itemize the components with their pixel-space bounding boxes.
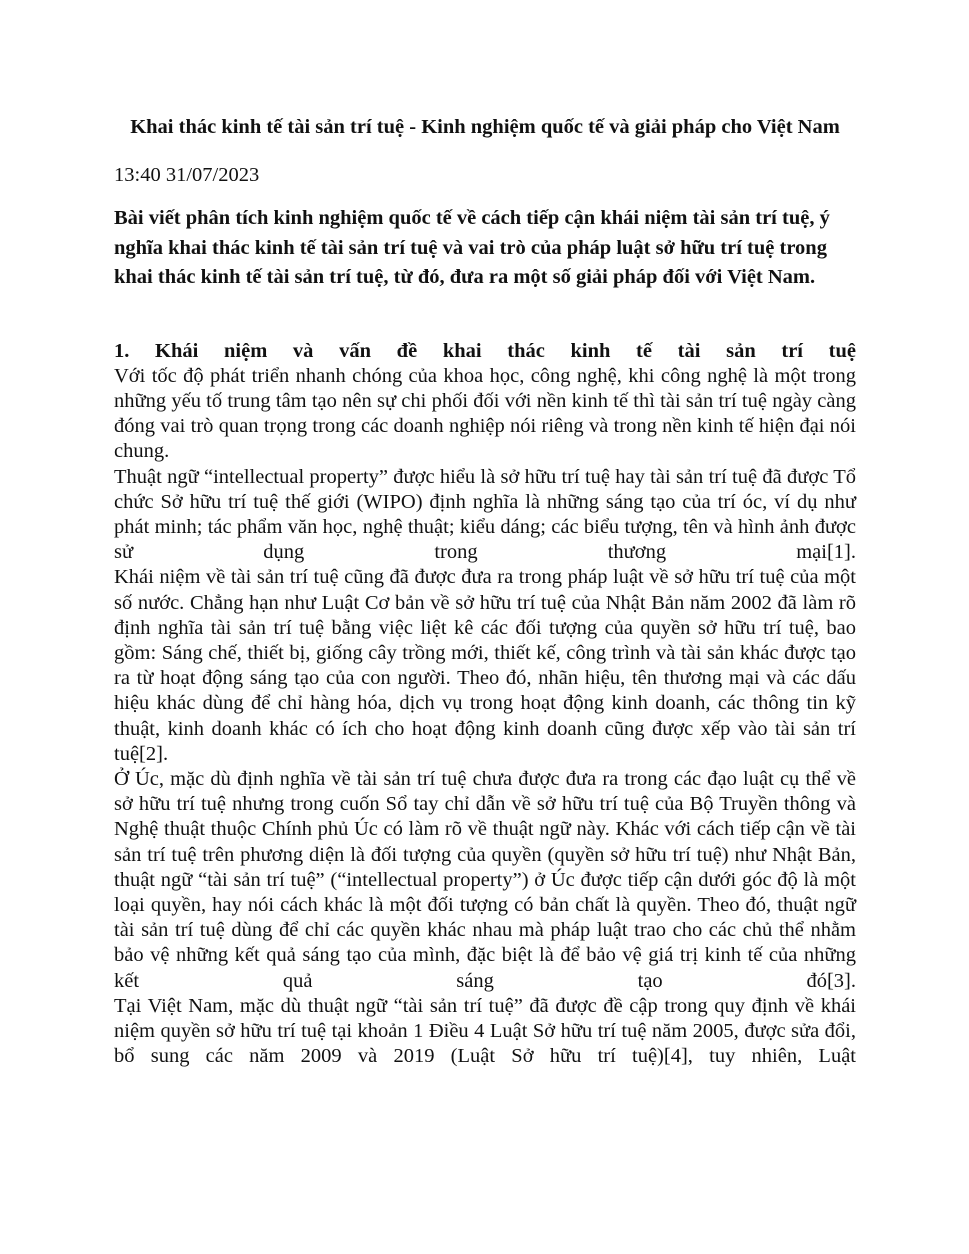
- article-timestamp: 13:40 31/07/2023: [114, 164, 260, 186]
- paragraph: Với tốc độ phát triển nhanh chóng của khoa học, công nghệ, khi công nghệ là một trong những yếu tố trung tâm tạo nên sự chi phối đối với nền kinh tế thì tài sản trí tuệ ngày càng đóng vai trò quan trọng trong các doanh nghiệp nói riêng và trong nền kinh tế hiện đại nói chung.: [114, 364, 856, 463]
- paragraph: Khái niệm về tài sản trí tuệ cũng đã được đưa ra trong pháp luật về sở hữu trí tuệ của một số nước. Chẳng hạn như Luật Cơ bản về sở hữu trí tuệ của Nhật Bản năm 2002 đã làm rõ định nghĩa tài sản trí tuệ bằng việc liệt kê các đối tượng của quyền sở hữu trí tuệ, bao gồm: Sáng chế, thiết bị, giống cây trồng mới, thiết kế, công trình và tài sản khác được tạo ra từ hoạt động sáng tạo của con người. Theo đó, nhãn hiệu, tên thương mại và các dấu hiệu khác dùng để chỉ hàng hóa, dịch vụ trong hoạt động kinh doanh, các thông tin kỹ thuật, kinh doanh khác có ích cho hoạt động kinh doanh cũng được xếp vào tài sản trí tuệ[2].: [114, 566, 856, 765]
- article-title: Khai thác kinh tế tài sản trí tuệ - Kinh nghiệm quốc tế và giải pháp cho Việt Nam: [130, 116, 840, 138]
- section-heading: 1. Khái niệm và vấn đề khai thác kinh tế tài sản trí tuệ: [114, 339, 856, 362]
- article-summary: Bài viết phân tích kinh nghiệm quốc tế về cách tiếp cận khái niệm tài sản trí tuệ, ý nghĩa khai thác kinh tế tài sản trí tuệ và vai trò của pháp luật sở hữu trí tuệ trong khai thác kinh tế tài sản trí tuệ, từ đó, đưa ra một số giải pháp đối với Việt Nam.: [114, 207, 830, 288]
- paragraph: Ở Úc, mặc dù định nghĩa về tài sản trí tuệ chưa được đưa ra trong các đạo luật cụ thể về sở hữu trí tuệ nhưng trong cuốn Sổ tay chỉ dẫn về sở hữu trí tuệ của Bộ Truyền thông và Nghệ thuật thuộc Chính phủ Úc có làm rõ về thuật ngữ này. Khác với cách tiếp cận về tài sản trí tuệ trên phương diện là đối tượng của quyền (quyền sở hữu trí tuệ) như Nhật Bản, thuật ngữ “tài sản trí tuệ” (“intellectual property”) ở Úc được tiếp cận dưới góc độ là một loại quyền, hay nói cách khác là một đối tượng có bản chất là quyền. Theo đó, thuật ngữ tài sản trí tuệ dùng để chỉ các quyền khác nhau mà pháp luật trao cho các chủ thể nhằm bảo vệ những kết quả sáng tạo của mình, đặc biệt là để bảo vệ giá trị kinh tế của những kết quả sáng tạo đó[3].: [114, 767, 856, 992]
- document-page: [114, 114, 856, 1069]
- paragraph: Tại Việt Nam, mặc dù thuật ngữ “tài sản trí tuệ” đã được đề cập trong quy định về khái niệm quyền sở hữu trí tuệ tại khoản 1 Điều 4 Luật Sở hữu trí tuệ năm 2005, được sửa đổi, bổ sung các năm 2009 và 2019 (Luật Sở hữu trí tuệ)[4], tuy nhiên, Luật: [114, 994, 856, 1068]
- section-1: [114, 339, 856, 1070]
- paragraph: Thuật ngữ “intellectual property” được hiểu là sở hữu trí tuệ hay tài sản trí tuệ đã được Tổ chức Sở hữu trí tuệ thế giới (WIPO) định nghĩa là những sáng tạo của trí óc, ví dụ như phát minh; tác phẩm văn học, nghệ thuật; kiểu dáng; các biểu tượng, tên và hình ảnh được sử dụng trong thương mại[1].: [114, 465, 856, 564]
